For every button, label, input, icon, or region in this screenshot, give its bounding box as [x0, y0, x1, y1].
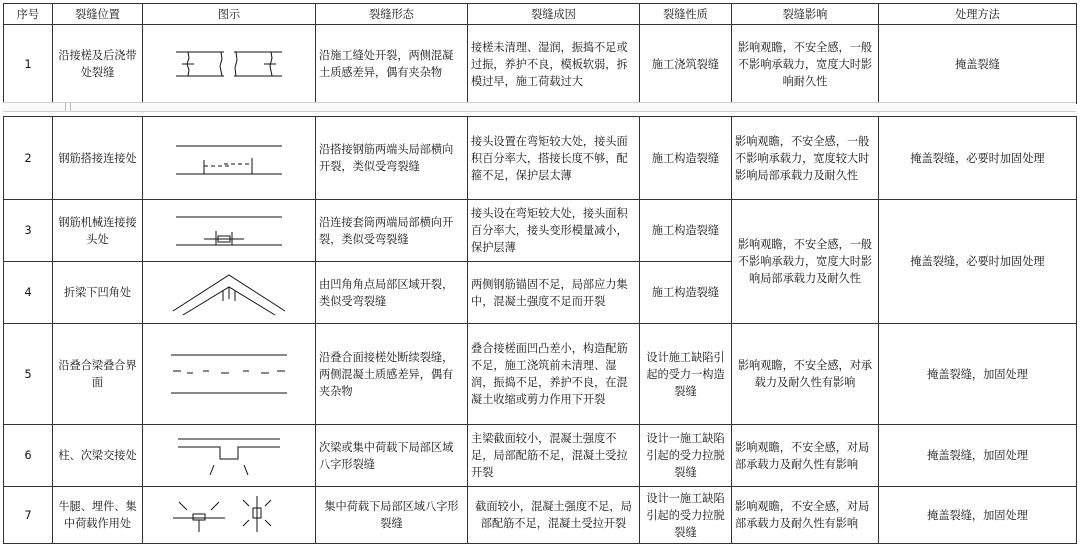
row-treatment: 掩盖裂缝，加固处理	[879, 324, 1077, 425]
corbel-embedment-crack-figure	[143, 487, 316, 544]
row-position: 沿叠合梁叠合界面	[53, 324, 143, 425]
row-cause: 叠合接槎面凹凸差小，构造配筋不足，施工浇筑前未清理、湿润，振捣不足，养护不良，在混凝土收缩或剪力作用下开裂	[468, 324, 640, 425]
row-cause: 主梁截面较小，混凝土强度不足，局部配筋不足，混凝土受拉开裂	[468, 425, 640, 487]
row-position: 柱、次梁交接处	[53, 425, 143, 487]
table-row	[4, 487, 1077, 544]
merged-impact: 影响观瞻，不安全感，一般不影响承载力，宽度大时影响局部承载力及耐久性	[732, 200, 879, 324]
row-treatment: 掩盖裂缝，必要时加固处理	[879, 117, 1077, 200]
row-shape: 由凹角角点局部区域开裂，类似受弯裂缝	[316, 262, 468, 324]
row-nature: 施工构造裂缝	[640, 117, 732, 200]
header-cause: 裂缝成因	[468, 4, 640, 25]
header-treatment: 处理方法	[879, 4, 1077, 25]
table-row	[4, 324, 1077, 425]
row-nature: 设计一施工缺陷引起的受力拉脱裂缝	[640, 487, 732, 544]
row-no: 6	[4, 425, 53, 487]
row-no: 7	[4, 487, 53, 544]
header-no: 序号	[4, 4, 53, 25]
secondary-beam-junction-crack-figure	[143, 425, 316, 487]
header-nature: 裂缝性质	[640, 4, 732, 25]
table-row	[4, 200, 1077, 262]
row-nature: 设计施工缺陷引起的受力一构造裂缝	[640, 324, 732, 425]
row-treatment: 掩盖裂缝	[879, 25, 1077, 104]
row-position: 折梁下凹角处	[53, 262, 143, 324]
table-row	[4, 117, 1077, 200]
mechanical-coupler-crack-figure	[143, 200, 316, 262]
folded-beam-corner-crack-figure	[143, 262, 316, 324]
row-nature: 施工构造裂缝	[640, 262, 732, 324]
header-shape: 裂缝形态	[316, 4, 468, 25]
row-impact: 影响观瞻，不安全感，对局部承载力及耐久性有影响	[732, 425, 879, 487]
row-treatment: 掩盖裂缝，加固处理	[879, 487, 1077, 544]
crack-table-part1	[3, 3, 1077, 104]
row-impact: 影响观瞻，不安全感，一般不影响承载力，宽度大时影响耐久性	[732, 25, 879, 104]
row-treatment: 掩盖裂缝，加固处理	[879, 425, 1077, 487]
row-nature: 设计一施工缺陷引起的受力拉脱裂缝	[640, 425, 732, 487]
row-cause: 接头设置在弯矩较大处，接头面积百分率大，搭接长度不够，配箍不足，保护层太薄	[468, 117, 640, 200]
row-shape: 集中荷载下局部区域八字形裂缝	[316, 487, 468, 544]
row-shape: 次梁或集中荷载下局部区域八字形裂缝	[316, 425, 468, 487]
lap-splice-crack-figure	[143, 117, 316, 200]
row-impact: 影响观瞻，不安全感，一般不影响承载力，宽度较大时影响局部承载力及耐久性	[732, 117, 879, 200]
table-separator	[3, 102, 1076, 112]
row-shape: 沿连接套筒两端局部横向开裂，类似受弯裂缝	[316, 200, 468, 262]
table-row	[4, 425, 1077, 487]
merged-treatment: 掩盖裂缝，必要时加固处理	[879, 200, 1077, 324]
row-no: 5	[4, 324, 53, 425]
row-shape: 沿施工缝处开裂，两侧混凝土质感差异，偶有夹杂物	[316, 25, 468, 104]
row-shape: 沿叠合面接槎处断续裂缝，两侧混凝土质感差异，偶有夹杂物	[316, 324, 468, 425]
row-cause: 两侧钢筋锚固不足，局部应力集中，混凝土强度不足而开裂	[468, 262, 640, 324]
row-position: 沿接槎及后浇带处裂缝	[53, 25, 143, 104]
row-cause: 接头设在弯矩较大处，接头面积百分率大，接头变形模量减小，保护层薄	[468, 200, 640, 262]
row-position: 钢筋机械连接接头处	[53, 200, 143, 262]
row-nature: 施工浇筑裂缝	[640, 25, 732, 104]
row-nature: 施工构造裂缝	[640, 200, 732, 262]
row-no: 2	[4, 117, 53, 200]
row-position: 牛腿、埋件、集中荷载作用处	[53, 487, 143, 544]
header-position: 裂缝位置	[53, 4, 143, 25]
header-figure: 图示	[143, 4, 316, 25]
row-cause: 截面较小，混凝土强度不足，局部配筋不足，混凝土受拉开裂	[468, 487, 640, 544]
row-shape: 沿搭接钢筋两端头局部横向开裂，类似受弯裂缝	[316, 117, 468, 200]
table-header-row	[4, 4, 1077, 25]
row-impact: 影响观瞻，不安全感，对局部承载力及耐久性有影响	[732, 487, 879, 544]
row-cause: 接槎未清理、湿润，振捣不足或过振，养护不良，模板软弱，拆模过早，施工荷载过大	[468, 25, 640, 104]
row-no: 3	[4, 200, 53, 262]
construction-joint-crack-figure	[143, 25, 316, 104]
header-impact: 裂缝影响	[732, 4, 879, 25]
row-position: 钢筋搭接连接处	[53, 117, 143, 200]
table-row	[4, 25, 1077, 104]
composite-interface-crack-figure	[143, 324, 316, 425]
separator-mark	[65, 103, 71, 111]
row-no: 4	[4, 262, 53, 324]
crack-table-part2	[3, 116, 1077, 544]
row-impact: 影响观瞻，不安全感，对承载力及耐久性有影响	[732, 324, 879, 425]
row-no: 1	[4, 25, 53, 104]
